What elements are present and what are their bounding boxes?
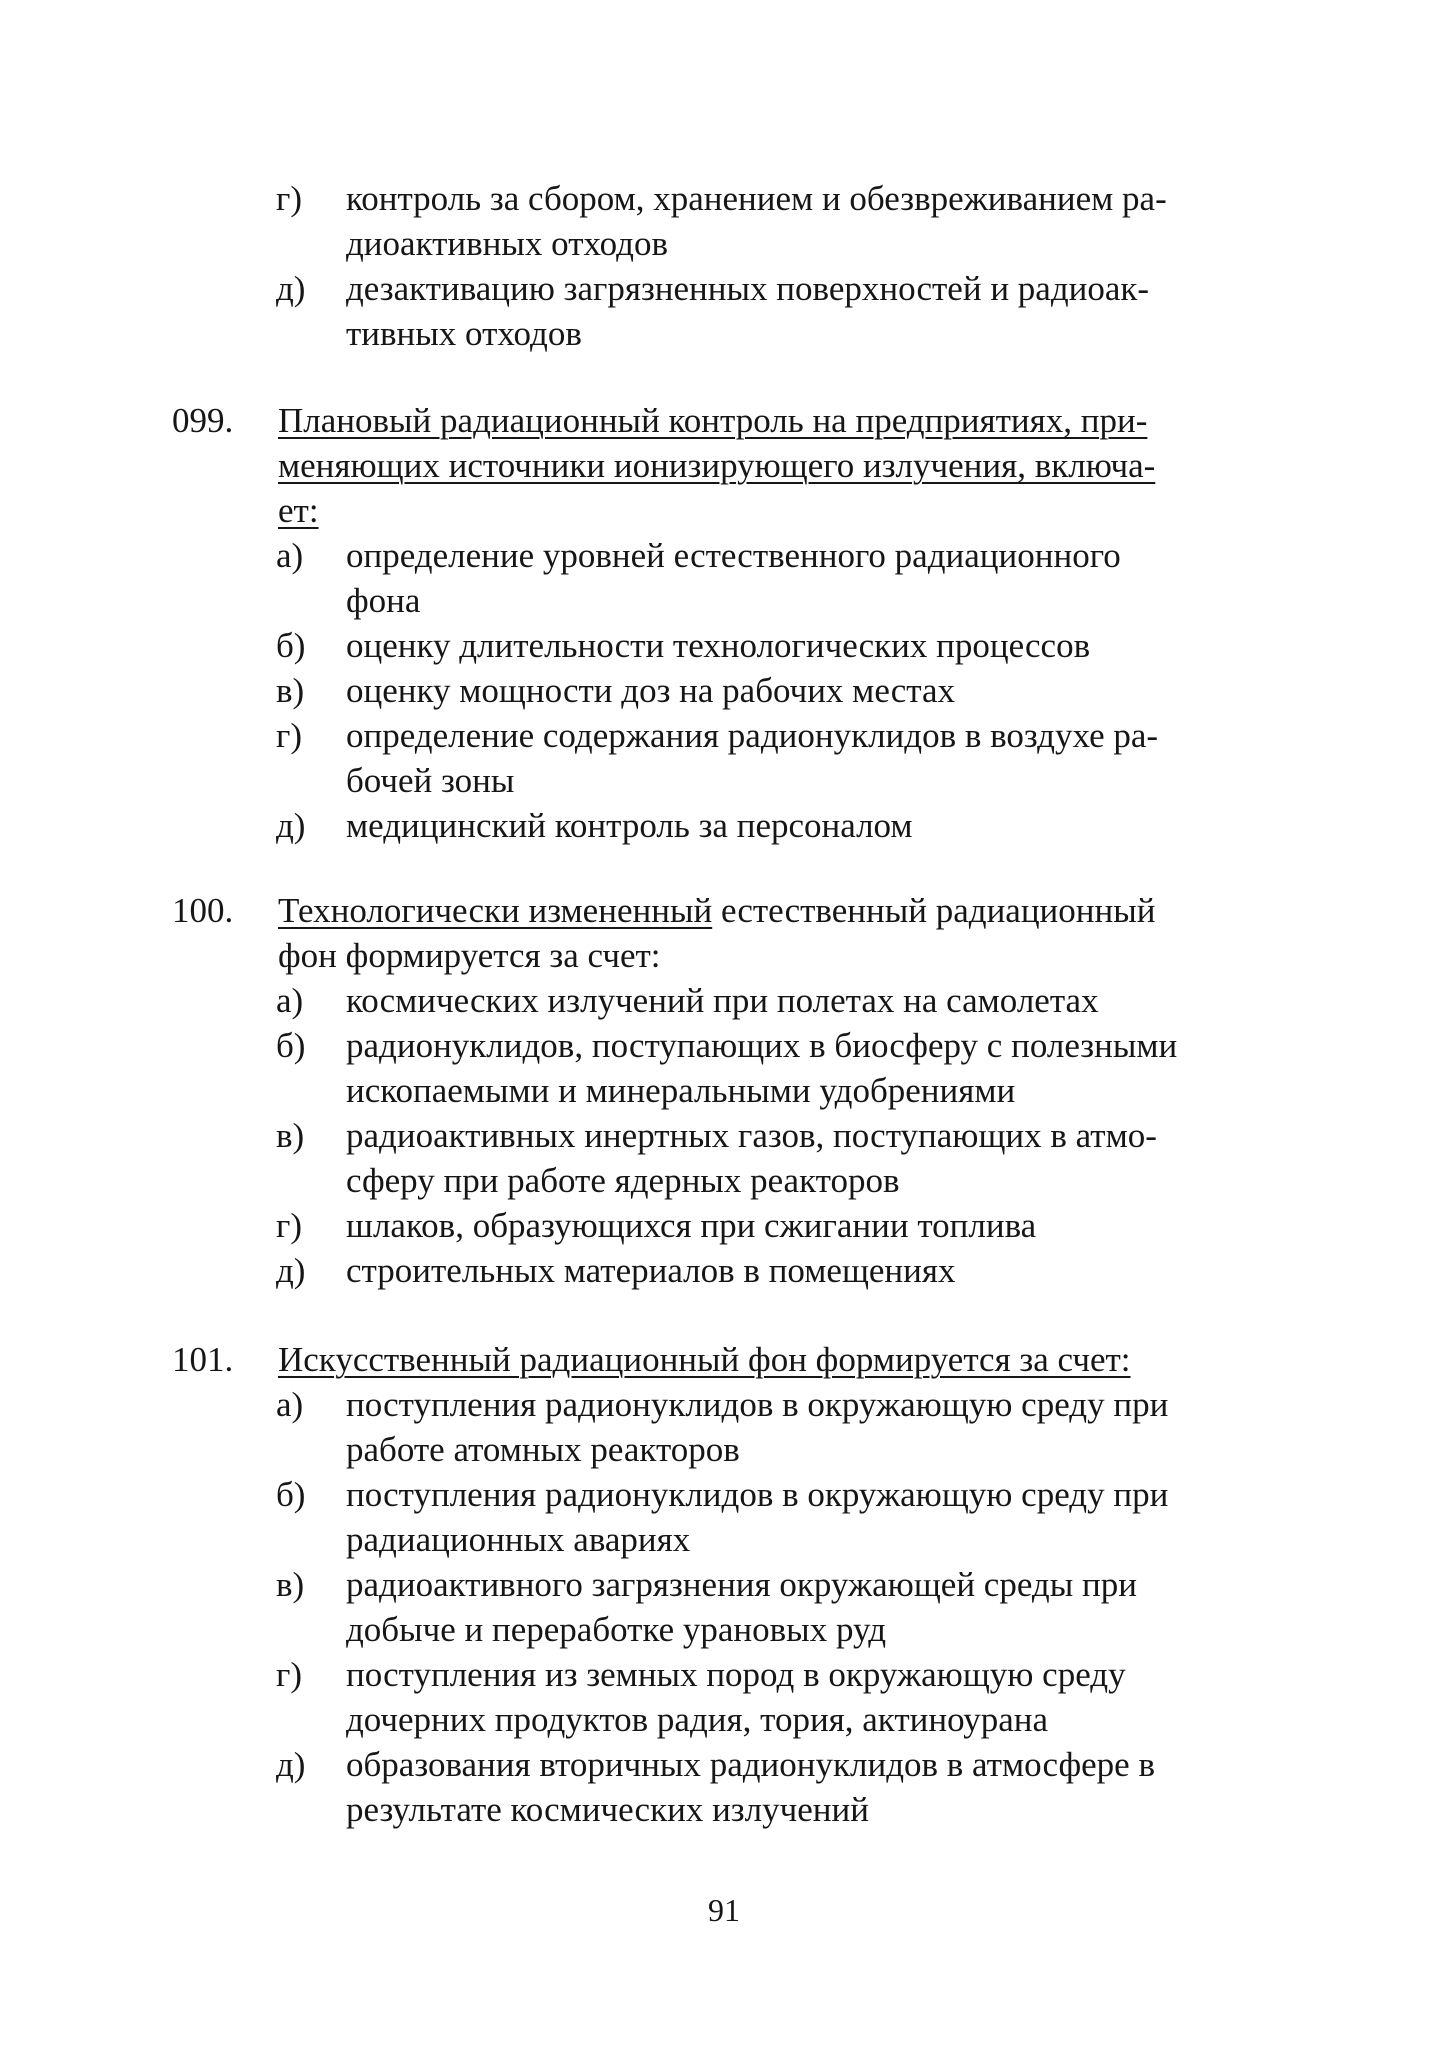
question-number: 101. — [172, 1340, 234, 1379]
answer-text-line: шлаков, образующихся при сжигании топлива — [346, 1206, 1037, 1245]
answer-text-line: контроль за сбором, хранением и обезвреживанием ра- — [346, 179, 1167, 218]
question-number: 100. — [172, 891, 234, 930]
answer-text-line: определение уровней естественного радиационного — [346, 536, 1121, 575]
answer-text-line: определение содержания радионуклидов в воздухе ра- — [346, 716, 1159, 755]
question-text-line — [278, 488, 319, 533]
answer-letter: а) — [276, 536, 304, 575]
answer-text-line: бочей зоны — [346, 761, 515, 800]
question-underlined-text: Искусственный радиационный фон формируется за счет: — [278, 1340, 1131, 1379]
question-number: 099. — [172, 401, 234, 440]
answer-text-line: радионуклидов, поступающих в биосферу с полезными — [346, 1026, 1178, 1065]
answer-text-line: радиационных авариях — [346, 1520, 691, 1559]
page-number: 91 — [708, 1892, 740, 1928]
question-text-line — [278, 1337, 1131, 1382]
answer-letter: в) — [276, 1565, 305, 1604]
answer-text-line: радиоактивного загрязнения окружающей среды при — [346, 1565, 1137, 1604]
answer-letter: д) — [276, 1745, 306, 1784]
answer-letter: д) — [276, 269, 306, 308]
answer-letter: а) — [276, 981, 304, 1020]
answer-text-line: радиоактивных инертных газов, поступающих в атмо- — [346, 1116, 1157, 1155]
answer-text-line: фона — [346, 581, 421, 620]
question-plain-text: фон формируется за счет: — [278, 936, 661, 975]
answer-text-line: поступления из земных пород в окружающую среду — [346, 1655, 1126, 1694]
question-underlined-text: меняющих источники ионизирующего излучения, включа- — [278, 446, 1156, 485]
question-text-line — [278, 888, 1156, 933]
answer-text-line: тивных отходов — [346, 314, 582, 353]
answer-text-line: диоактивных отходов — [346, 224, 668, 263]
answer-text-line: оценку мощности доз на рабочих местах — [346, 671, 956, 710]
answer-text-line: результате космических излучений — [346, 1790, 869, 1829]
question-text-line — [278, 398, 1147, 443]
answer-letter: д) — [276, 1251, 306, 1290]
answer-text-line: работе атомных реакторов — [346, 1430, 740, 1469]
answer-letter: г) — [276, 179, 303, 218]
answer-letter: г) — [276, 1206, 303, 1245]
answer-text-line: ископаемыми и минеральными удобрениями — [346, 1071, 1016, 1110]
answer-letter: г) — [276, 716, 303, 755]
answer-text-line: дочерних продуктов радия, тория, актиноурана — [346, 1700, 1049, 1739]
answer-text-line: поступления радионуклидов в окружающую среду при — [346, 1475, 1169, 1514]
answer-text-line: медицинский контроль за персоналом — [346, 806, 913, 845]
answer-text-line: сферу при работе ядерных реакторов — [346, 1161, 900, 1200]
answer-text-line: образования вторичных радионуклидов в атмосфере в — [346, 1745, 1155, 1784]
answer-letter: в) — [276, 1116, 305, 1155]
answer-text-line: оценку длительности технологических процессов — [346, 626, 1091, 665]
question-underlined-text: Технологически измененный — [278, 891, 713, 930]
answer-text-line: добыче и переработке урановых руд — [346, 1610, 887, 1649]
question-text-line — [278, 443, 1155, 488]
question-underlined-text: ет: — [278, 491, 319, 530]
answer-letter: б) — [276, 626, 306, 665]
answer-text-line: строительных материалов в помещениях — [346, 1251, 956, 1290]
answer-letter: а) — [276, 1385, 304, 1424]
answer-letter: б) — [276, 1026, 306, 1065]
answer-letter: д) — [276, 806, 306, 845]
answer-letter: г) — [276, 1655, 303, 1694]
answer-letter: б) — [276, 1475, 306, 1514]
question-underlined-text: Плановый радиационный контроль на предприятиях, при- — [278, 401, 1148, 440]
answer-text-line: дезактивацию загрязненных поверхностей и радиоак- — [346, 269, 1150, 308]
question-text-line — [278, 933, 661, 978]
answer-letter: в) — [276, 671, 305, 710]
answer-text-line: поступления радионуклидов в окружающую среду при — [346, 1385, 1169, 1424]
question-plain-text: естественный радиационный — [712, 891, 1156, 930]
answer-text-line: космических излучений при полетах на самолетах — [346, 981, 1099, 1020]
